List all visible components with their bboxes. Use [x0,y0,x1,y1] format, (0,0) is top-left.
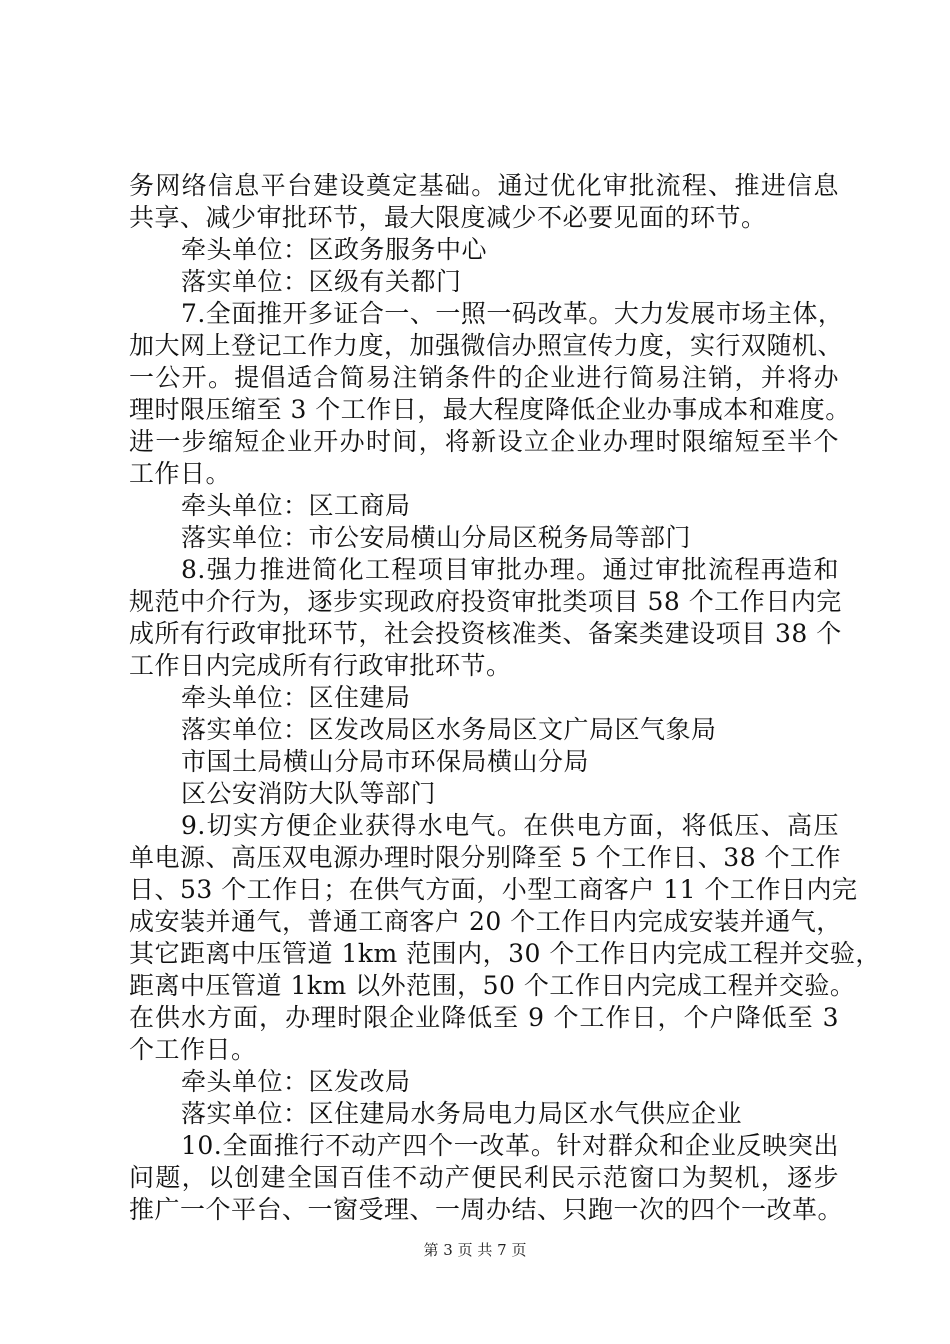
text-line: 牵头单位：区发改局 [181,1067,411,1096]
text-line: 工作日内完成所有行政审批环节。 [129,651,512,680]
text-line: 共享、减少审批环节，最大限度减少不必要见面的环节。 [129,203,767,232]
text-line: 日、53 个工作日；在供气方面，小型工商客户 11 个工作日内完 [129,875,858,904]
text-line: 一公开。提倡适合简易注销条件的企业进行简易注销，并将办 [129,363,839,392]
text-line: 个工作日。 [129,1035,257,1064]
text-line: 在供水方面，办理时限企业降低至 9 个工作日，个户降低至 3 [129,1003,839,1032]
text-line: 9.切实方便企业获得水电气。在供电方面，将低压、高压 [181,811,839,840]
text-line: 理时限压缩至 3 个工作日，最大程度降低企业办事成本和难度。 [129,395,851,424]
text-line: 单电源、高压双电源办理时限分别降至 5 个工作日、38 个工作 [129,843,842,872]
text-line: 规范中介行为，逐步实现政府投资审批类项目 58 个工作日内完 [129,587,842,616]
text-line: 距离中压管道 1km 以外范围，50 个工作日内完成工程并交验。 [129,971,856,1000]
page-footer: 第 3 页 共 7 页 [423,1241,527,1259]
text-line: 7.全面推开多证合一、一照一码改革。大力发展市场主体， [181,299,844,328]
text-line: 问题，以创建全国百佳不动产便民利民示范窗口为契机，逐步 [129,1163,839,1192]
text-line: 区公安消防大队等部门 [181,779,437,808]
text-line: 落实单位：区发改局区水务局区文广局区气象局 [181,715,717,744]
text-line: 牵头单位：区工商局 [181,491,411,520]
text-line: 落实单位：区住建局水务局电力局区水气供应企业 [181,1099,743,1128]
text-line: 务网络信息平台建设奠定基础。通过优化审批流程、推进信息 [129,171,839,200]
text-line: 落实单位：市公安局横山分局区税务局等部门 [181,523,692,552]
text-line: 成安装并通气，普通工商客户 20 个工作日内完成安装并通气， [129,907,842,936]
text-line: 工作日。 [129,459,232,488]
text-line: 牵头单位：区住建局 [181,683,411,712]
text-line: 10.全面推行不动产四个一改革。针对群众和企业反映突出 [181,1131,839,1160]
text-line: 8.强力推进简化工程项目审批办理。通过审批流程再造和 [181,555,839,584]
text-line: 进一步缩短企业开办时间，将新设立企业办理时限缩短至半个 [129,427,839,456]
text-line: 其它距离中压管道 1km 范围内，30 个工作日内完成工程并交验， [129,939,881,968]
text-line: 加大网上登记工作力度，加强微信办照宣传力度，实行双随机、 [129,331,844,360]
text-line: 市国土局横山分局市环保局横山分局 [181,747,590,776]
text-line: 落实单位：区级有关都门 [181,267,462,296]
text-line: 牵头单位：区政务服务中心 [181,235,488,264]
document-body [129,170,881,1226]
text-line: 成所有行政审批环节，社会投资核准类、备案类建设项目 38 个 [129,619,842,648]
text-line: 推广一个平台、一窗受理、一周办结、只跑一次的四个一改革。 [129,1195,844,1224]
